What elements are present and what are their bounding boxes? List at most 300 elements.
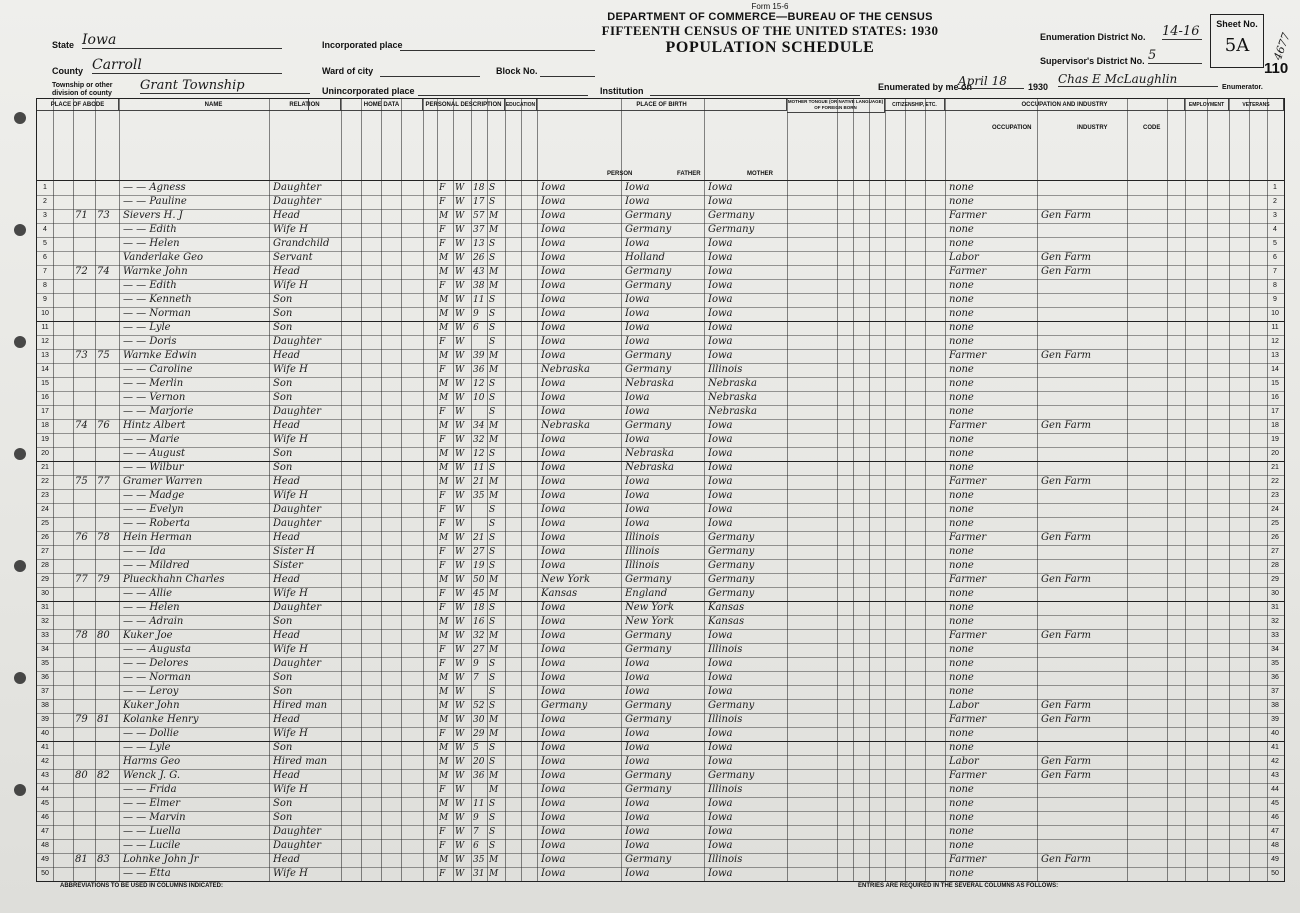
- cell-fam: 81: [97, 714, 110, 725]
- cell-mother: Illinois: [708, 364, 743, 375]
- cell-mar: S: [489, 519, 496, 529]
- row-number: 29: [41, 576, 49, 583]
- cell-mother: Illinois: [708, 784, 743, 795]
- table-row: [37, 517, 1284, 532]
- cell-rel: Daughter: [273, 658, 321, 669]
- cell-rel: Wife H: [273, 868, 308, 879]
- cell-sex: F: [439, 519, 446, 529]
- cell-occ: none: [949, 616, 974, 627]
- cell-race: W: [455, 673, 465, 683]
- row-number-right: 21: [1271, 464, 1279, 471]
- cell-dw: [75, 643, 95, 657]
- table-row: [37, 657, 1284, 672]
- cell-dw: 72: [75, 266, 88, 277]
- cell-fam: [97, 559, 119, 573]
- cell-sex: M: [439, 771, 449, 781]
- cell-father: Iowa: [625, 504, 650, 515]
- cell-birth: Iowa: [541, 728, 566, 739]
- cell-sex: F: [439, 841, 446, 851]
- cell-age: 29: [473, 729, 485, 739]
- cell-ind: [1041, 377, 1127, 391]
- cell-name: Lohnke John Jr: [123, 854, 199, 865]
- cell-birth: Iowa: [541, 546, 566, 557]
- cell-name: — — Elmer: [123, 798, 181, 809]
- cell-birth: Nebraska: [541, 364, 590, 375]
- row-number: 49: [41, 856, 49, 863]
- cell-mother: Kansas: [708, 602, 745, 613]
- cell-age: 27: [473, 547, 485, 557]
- row-number: 45: [41, 800, 49, 807]
- cell-name: — — Leroy: [123, 686, 179, 697]
- cell-race: W: [455, 771, 465, 781]
- cell-birth: Iowa: [541, 196, 566, 207]
- row-number: 22: [41, 478, 49, 485]
- binder-hole: [14, 448, 26, 460]
- cell-ind: Gen Farm: [1041, 476, 1092, 487]
- cell-race: W: [455, 183, 465, 193]
- cell-name: — — Marie: [123, 434, 180, 445]
- cell-mar: M: [489, 715, 499, 725]
- cell-dw: 78: [75, 630, 88, 641]
- cell-fam: [97, 405, 119, 419]
- cell-ind: [1041, 671, 1127, 685]
- cell-mother: Iowa: [708, 336, 733, 347]
- cell-birth: Iowa: [541, 756, 566, 767]
- cell-fam: [97, 615, 119, 629]
- cell-birth: Iowa: [541, 336, 566, 347]
- cell-dw: [75, 363, 95, 377]
- cell-mar: S: [489, 197, 496, 207]
- cell-sex: F: [439, 603, 446, 613]
- cell-occ: none: [949, 294, 974, 305]
- cell-rel: Hired man: [273, 756, 328, 767]
- cell-fam: [97, 377, 119, 391]
- table-row: [37, 811, 1284, 826]
- cell-father: Iowa: [625, 798, 650, 809]
- row-number-right: 44: [1271, 786, 1279, 793]
- cell-dw: 80: [75, 770, 88, 781]
- cell-dw: [75, 657, 95, 671]
- cell-mother: Nebraska: [708, 406, 757, 417]
- row-number: 6: [43, 254, 47, 261]
- enumerated-year: 1930: [1028, 82, 1049, 92]
- cell-sex: M: [439, 617, 449, 627]
- cell-rel: Son: [273, 378, 293, 389]
- state-value: Iowa: [82, 32, 282, 49]
- cell-occ: Labor: [949, 756, 979, 767]
- cell-age: 45: [473, 589, 485, 599]
- cell-race: W: [455, 561, 465, 571]
- cell-birth: Iowa: [541, 252, 566, 263]
- row-number: 7: [43, 268, 47, 275]
- cell-fam: [97, 181, 119, 195]
- cell-ind: [1041, 643, 1127, 657]
- cell-fam: [97, 783, 119, 797]
- cell-mar: S: [489, 183, 496, 193]
- cell-dw: [75, 587, 95, 601]
- cell-mar: M: [489, 785, 499, 795]
- cell-mother: Iowa: [708, 280, 733, 291]
- cell-mother: Iowa: [708, 728, 733, 739]
- col-mother: MOTHER: [747, 171, 773, 177]
- cell-age: [473, 405, 487, 419]
- table-row: [37, 839, 1284, 854]
- table-row: [37, 545, 1284, 560]
- cell-mother: Germany: [708, 700, 755, 711]
- binder-hole: [14, 784, 26, 796]
- cell-mar: S: [489, 449, 496, 459]
- cell-birth: Iowa: [541, 518, 566, 529]
- cell-mar: M: [489, 421, 499, 431]
- cell-occ: Farmer: [949, 574, 987, 585]
- cell-fam: [97, 545, 119, 559]
- cell-mother: Iowa: [708, 350, 733, 361]
- cell-occ: none: [949, 504, 974, 515]
- cell-dw: 77: [75, 574, 88, 585]
- cell-race: W: [455, 505, 465, 515]
- corner-mark: 4677: [1271, 31, 1293, 62]
- cell-name: — — Madge: [123, 490, 185, 501]
- cell-dw: [75, 181, 95, 195]
- cell-name: Vanderlake Geo: [123, 252, 204, 263]
- cell-dw: 79: [75, 714, 88, 725]
- cell-race: W: [455, 393, 465, 403]
- cell-occ: none: [949, 392, 974, 403]
- cell-fam: [97, 685, 119, 699]
- cell-occ: none: [949, 336, 974, 347]
- cell-sex: M: [439, 673, 449, 683]
- cell-race: W: [455, 421, 465, 431]
- row-number-right: 23: [1271, 492, 1279, 499]
- cell-name: — — Doris: [123, 336, 177, 347]
- page-stamp: 110: [1264, 60, 1289, 77]
- cell-ind: Gen Farm: [1041, 574, 1092, 585]
- cell-age: 16: [473, 617, 485, 627]
- row-number: 3: [43, 212, 47, 219]
- cell-occ: none: [949, 742, 974, 753]
- cell-rel: Son: [273, 812, 293, 823]
- cell-name: — — Mildred: [123, 560, 190, 571]
- sheet-label: Sheet No.: [1216, 19, 1258, 29]
- cell-fam: 77: [97, 476, 110, 487]
- cell-rel: Sister: [273, 560, 303, 571]
- cell-occ: Farmer: [949, 476, 987, 487]
- cell-father: Iowa: [625, 336, 650, 347]
- cell-mar: S: [489, 337, 496, 347]
- cell-ind: Gen Farm: [1041, 770, 1092, 781]
- cell-dw: [75, 699, 95, 713]
- cell-race: W: [455, 589, 465, 599]
- cell-race: W: [455, 519, 465, 529]
- row-number-right: 9: [1273, 296, 1277, 303]
- cell-fam: 75: [97, 350, 110, 361]
- unincorporated-label: Unincorporated place: [322, 86, 415, 96]
- cell-mother: Iowa: [708, 504, 733, 515]
- cell-ind: [1041, 195, 1127, 209]
- cell-father: Germany: [625, 630, 672, 641]
- cell-birth: Iowa: [541, 280, 566, 291]
- cell-mother: Iowa: [708, 238, 733, 249]
- cell-rel: Head: [273, 854, 301, 865]
- cell-ind: [1041, 503, 1127, 517]
- cell-fam: [97, 251, 119, 265]
- cell-mar: S: [489, 547, 496, 557]
- cell-dw: [75, 307, 95, 321]
- cell-dw: [75, 671, 95, 685]
- cell-dw: [75, 321, 95, 335]
- table-row: [37, 265, 1284, 280]
- cell-name: — — Merlin: [123, 378, 184, 389]
- row-number-right: 1: [1273, 184, 1277, 191]
- cell-rel: Head: [273, 532, 301, 543]
- cell-name: — — Wilbur: [123, 462, 184, 473]
- cell-rel: Wife H: [273, 784, 308, 795]
- cell-mar: M: [489, 435, 499, 445]
- table-row: [37, 503, 1284, 518]
- cell-fam: [97, 671, 119, 685]
- cell-fam: [97, 489, 119, 503]
- cell-occ: Farmer: [949, 770, 987, 781]
- group-veterans: VETERANS: [1229, 99, 1284, 111]
- cell-occ: Farmer: [949, 266, 987, 277]
- cell-ind: [1041, 335, 1127, 349]
- cell-rel: Wife H: [273, 224, 308, 235]
- cell-fam: [97, 391, 119, 405]
- cell-mother: Nebraska: [708, 378, 757, 389]
- supervisor-value: 5: [1148, 48, 1202, 64]
- cell-fam: [97, 461, 119, 475]
- cell-fam: [97, 447, 119, 461]
- cell-name: — — Vernon: [123, 392, 186, 403]
- cell-race: W: [455, 827, 465, 837]
- table-row: [37, 321, 1284, 336]
- cell-sex: F: [439, 183, 446, 193]
- row-number-right: 36: [1271, 674, 1279, 681]
- row-number-right: 20: [1271, 450, 1279, 457]
- cell-mother: Iowa: [708, 420, 733, 431]
- cell-mother: Iowa: [708, 448, 733, 459]
- cell-dw: [75, 405, 95, 419]
- table-row: [37, 391, 1284, 406]
- cell-occ: none: [949, 784, 974, 795]
- cell-mar: M: [489, 477, 499, 487]
- table-row: [37, 307, 1284, 322]
- cell-dw: [75, 293, 95, 307]
- cell-age: 18: [473, 183, 485, 193]
- cell-birth: New York: [541, 574, 590, 585]
- cell-birth: Iowa: [541, 840, 566, 851]
- cell-occ: none: [949, 224, 974, 235]
- row-number-right: 22: [1271, 478, 1279, 485]
- entries-note: ENTRIES ARE REQUIRED IN THE SEVERAL COLUMNS AS FOLLOWS:: [858, 883, 1059, 889]
- cell-age: 6: [473, 323, 479, 333]
- cell-occ: Labor: [949, 252, 979, 263]
- cell-rel: Grandchild: [273, 238, 330, 249]
- group-name: NAME: [119, 99, 309, 111]
- cell-mar: M: [489, 869, 499, 879]
- cell-rel: Head: [273, 476, 301, 487]
- cell-race: W: [455, 701, 465, 711]
- cell-father: Germany: [625, 350, 672, 361]
- cell-mother: Iowa: [708, 182, 733, 193]
- group-home: HOME DATA: [341, 99, 423, 111]
- cell-mother: Iowa: [708, 434, 733, 445]
- cell-father: Germany: [625, 644, 672, 655]
- cell-sex: M: [439, 757, 449, 767]
- cell-age: 50: [473, 575, 485, 585]
- cell-father: Iowa: [625, 672, 650, 683]
- cell-occ: none: [949, 322, 974, 333]
- cell-sex: M: [439, 799, 449, 809]
- row-number: 28: [41, 562, 49, 569]
- cell-occ: Farmer: [949, 854, 987, 865]
- cell-race: W: [455, 365, 465, 375]
- cell-dw: [75, 727, 95, 741]
- cell-fam: [97, 517, 119, 531]
- cell-name: — — Kenneth: [123, 294, 192, 305]
- cell-mar: S: [489, 393, 496, 403]
- cell-race: W: [455, 491, 465, 501]
- row-number-right: 32: [1271, 618, 1279, 625]
- cell-sex: F: [439, 785, 446, 795]
- cell-dw: [75, 601, 95, 615]
- cell-race: W: [455, 323, 465, 333]
- cell-sex: M: [439, 813, 449, 823]
- cell-sex: M: [439, 267, 449, 277]
- row-number-right: 11: [1271, 324, 1279, 331]
- table-row: [37, 867, 1284, 882]
- cell-rel: Son: [273, 448, 293, 459]
- cell-dw: [75, 615, 95, 629]
- cell-mar: S: [489, 813, 496, 823]
- cell-occ: none: [949, 308, 974, 319]
- cell-father: Nebraska: [625, 462, 674, 473]
- township-label: Township or other division of county: [52, 82, 113, 97]
- cell-mother: Iowa: [708, 742, 733, 753]
- cell-sex: M: [439, 533, 449, 543]
- cell-sex: F: [439, 561, 446, 571]
- cell-ind: [1041, 615, 1127, 629]
- cell-race: W: [455, 379, 465, 389]
- cell-sex: M: [439, 463, 449, 473]
- cell-race: W: [455, 813, 465, 823]
- cell-sex: F: [439, 281, 446, 291]
- cell-name: — — Adrain: [123, 616, 184, 627]
- cell-sex: M: [439, 743, 449, 753]
- cell-ind: [1041, 867, 1127, 881]
- township-value: Grant Township: [140, 78, 310, 94]
- cell-name: — — Norman: [123, 672, 191, 683]
- cell-father: Iowa: [625, 294, 650, 305]
- unincorporated-line: [418, 95, 588, 96]
- cell-mar: S: [489, 561, 496, 571]
- census-title: FIFTEENTH CENSUS OF THE UNITED STATES: 1930: [601, 23, 939, 38]
- row-number-right: 5: [1273, 240, 1277, 247]
- cell-name: — — Helen: [123, 602, 180, 613]
- row-number: 9: [43, 296, 47, 303]
- cell-name: — — Lyle: [123, 322, 171, 333]
- cell-occ: none: [949, 658, 974, 669]
- cell-age: 32: [473, 435, 485, 445]
- cell-rel: Son: [273, 742, 293, 753]
- row-number-right: 34: [1271, 646, 1279, 653]
- row-number-right: 50: [1271, 870, 1279, 877]
- table-row: [37, 755, 1284, 770]
- row-number: 19: [41, 436, 49, 443]
- cell-father: Iowa: [625, 756, 650, 767]
- cell-rel: Wife H: [273, 434, 308, 445]
- county-value: Carroll: [92, 57, 282, 74]
- cell-name: — — Edith: [123, 280, 177, 291]
- cell-ind: [1041, 783, 1127, 797]
- row-number-right: 28: [1271, 562, 1279, 569]
- cell-race: W: [455, 197, 465, 207]
- cell-dw: 73: [75, 350, 88, 361]
- cell-dw: [75, 685, 95, 699]
- cell-mother: Germany: [708, 770, 755, 781]
- cell-mother: Iowa: [708, 476, 733, 487]
- row-number-right: 45: [1271, 800, 1279, 807]
- row-number-right: 24: [1271, 506, 1279, 513]
- cell-rel: Wife H: [273, 490, 308, 501]
- table-row: [37, 531, 1284, 546]
- row-number-right: 15: [1271, 380, 1279, 387]
- row-number: 33: [41, 632, 49, 639]
- cell-rel: Daughter: [273, 182, 321, 193]
- cell-father: Iowa: [625, 182, 650, 193]
- cell-age: 18: [473, 603, 485, 613]
- table-row: [37, 475, 1284, 490]
- row-number: 11: [41, 324, 49, 331]
- cell-sex: M: [439, 701, 449, 711]
- group-abode: PLACE OF ABODE: [37, 99, 119, 111]
- cell-age: 36: [473, 365, 485, 375]
- cell-race: W: [455, 757, 465, 767]
- cell-ind: Gen Farm: [1041, 630, 1092, 641]
- cell-occ: none: [949, 462, 974, 473]
- cell-mar: S: [489, 757, 496, 767]
- cell-name: — — Agness: [123, 182, 186, 193]
- row-number-right: 7: [1273, 268, 1277, 275]
- table-row: [37, 195, 1284, 210]
- cell-race: W: [455, 337, 465, 347]
- enum-district-label: Enumeration District No.: [1040, 32, 1146, 42]
- cell-rel: Head: [273, 350, 301, 361]
- cell-dw: [75, 559, 95, 573]
- cell-ind: [1041, 237, 1127, 251]
- cell-name: — — Marvin: [123, 812, 186, 823]
- row-number-right: 33: [1271, 632, 1279, 639]
- row-number-right: 48: [1271, 842, 1279, 849]
- row-number: 17: [41, 408, 49, 415]
- cell-birth: Iowa: [541, 378, 566, 389]
- cell-father: Iowa: [625, 238, 650, 249]
- cell-birth: Iowa: [541, 462, 566, 473]
- cell-mother: Germany: [708, 546, 755, 557]
- cell-mother: Iowa: [708, 294, 733, 305]
- row-number-right: 38: [1271, 702, 1279, 709]
- row-number: 31: [41, 604, 49, 611]
- cell-dw: [75, 251, 95, 265]
- cell-age: 11: [473, 463, 485, 473]
- row-number-right: 6: [1273, 254, 1277, 261]
- cell-rel: Wife H: [273, 364, 308, 375]
- table-row: [37, 419, 1284, 434]
- cell-ind: [1041, 181, 1127, 195]
- cell-age: 21: [473, 477, 485, 487]
- cell-dw: [75, 811, 95, 825]
- cell-age: 17: [473, 197, 485, 207]
